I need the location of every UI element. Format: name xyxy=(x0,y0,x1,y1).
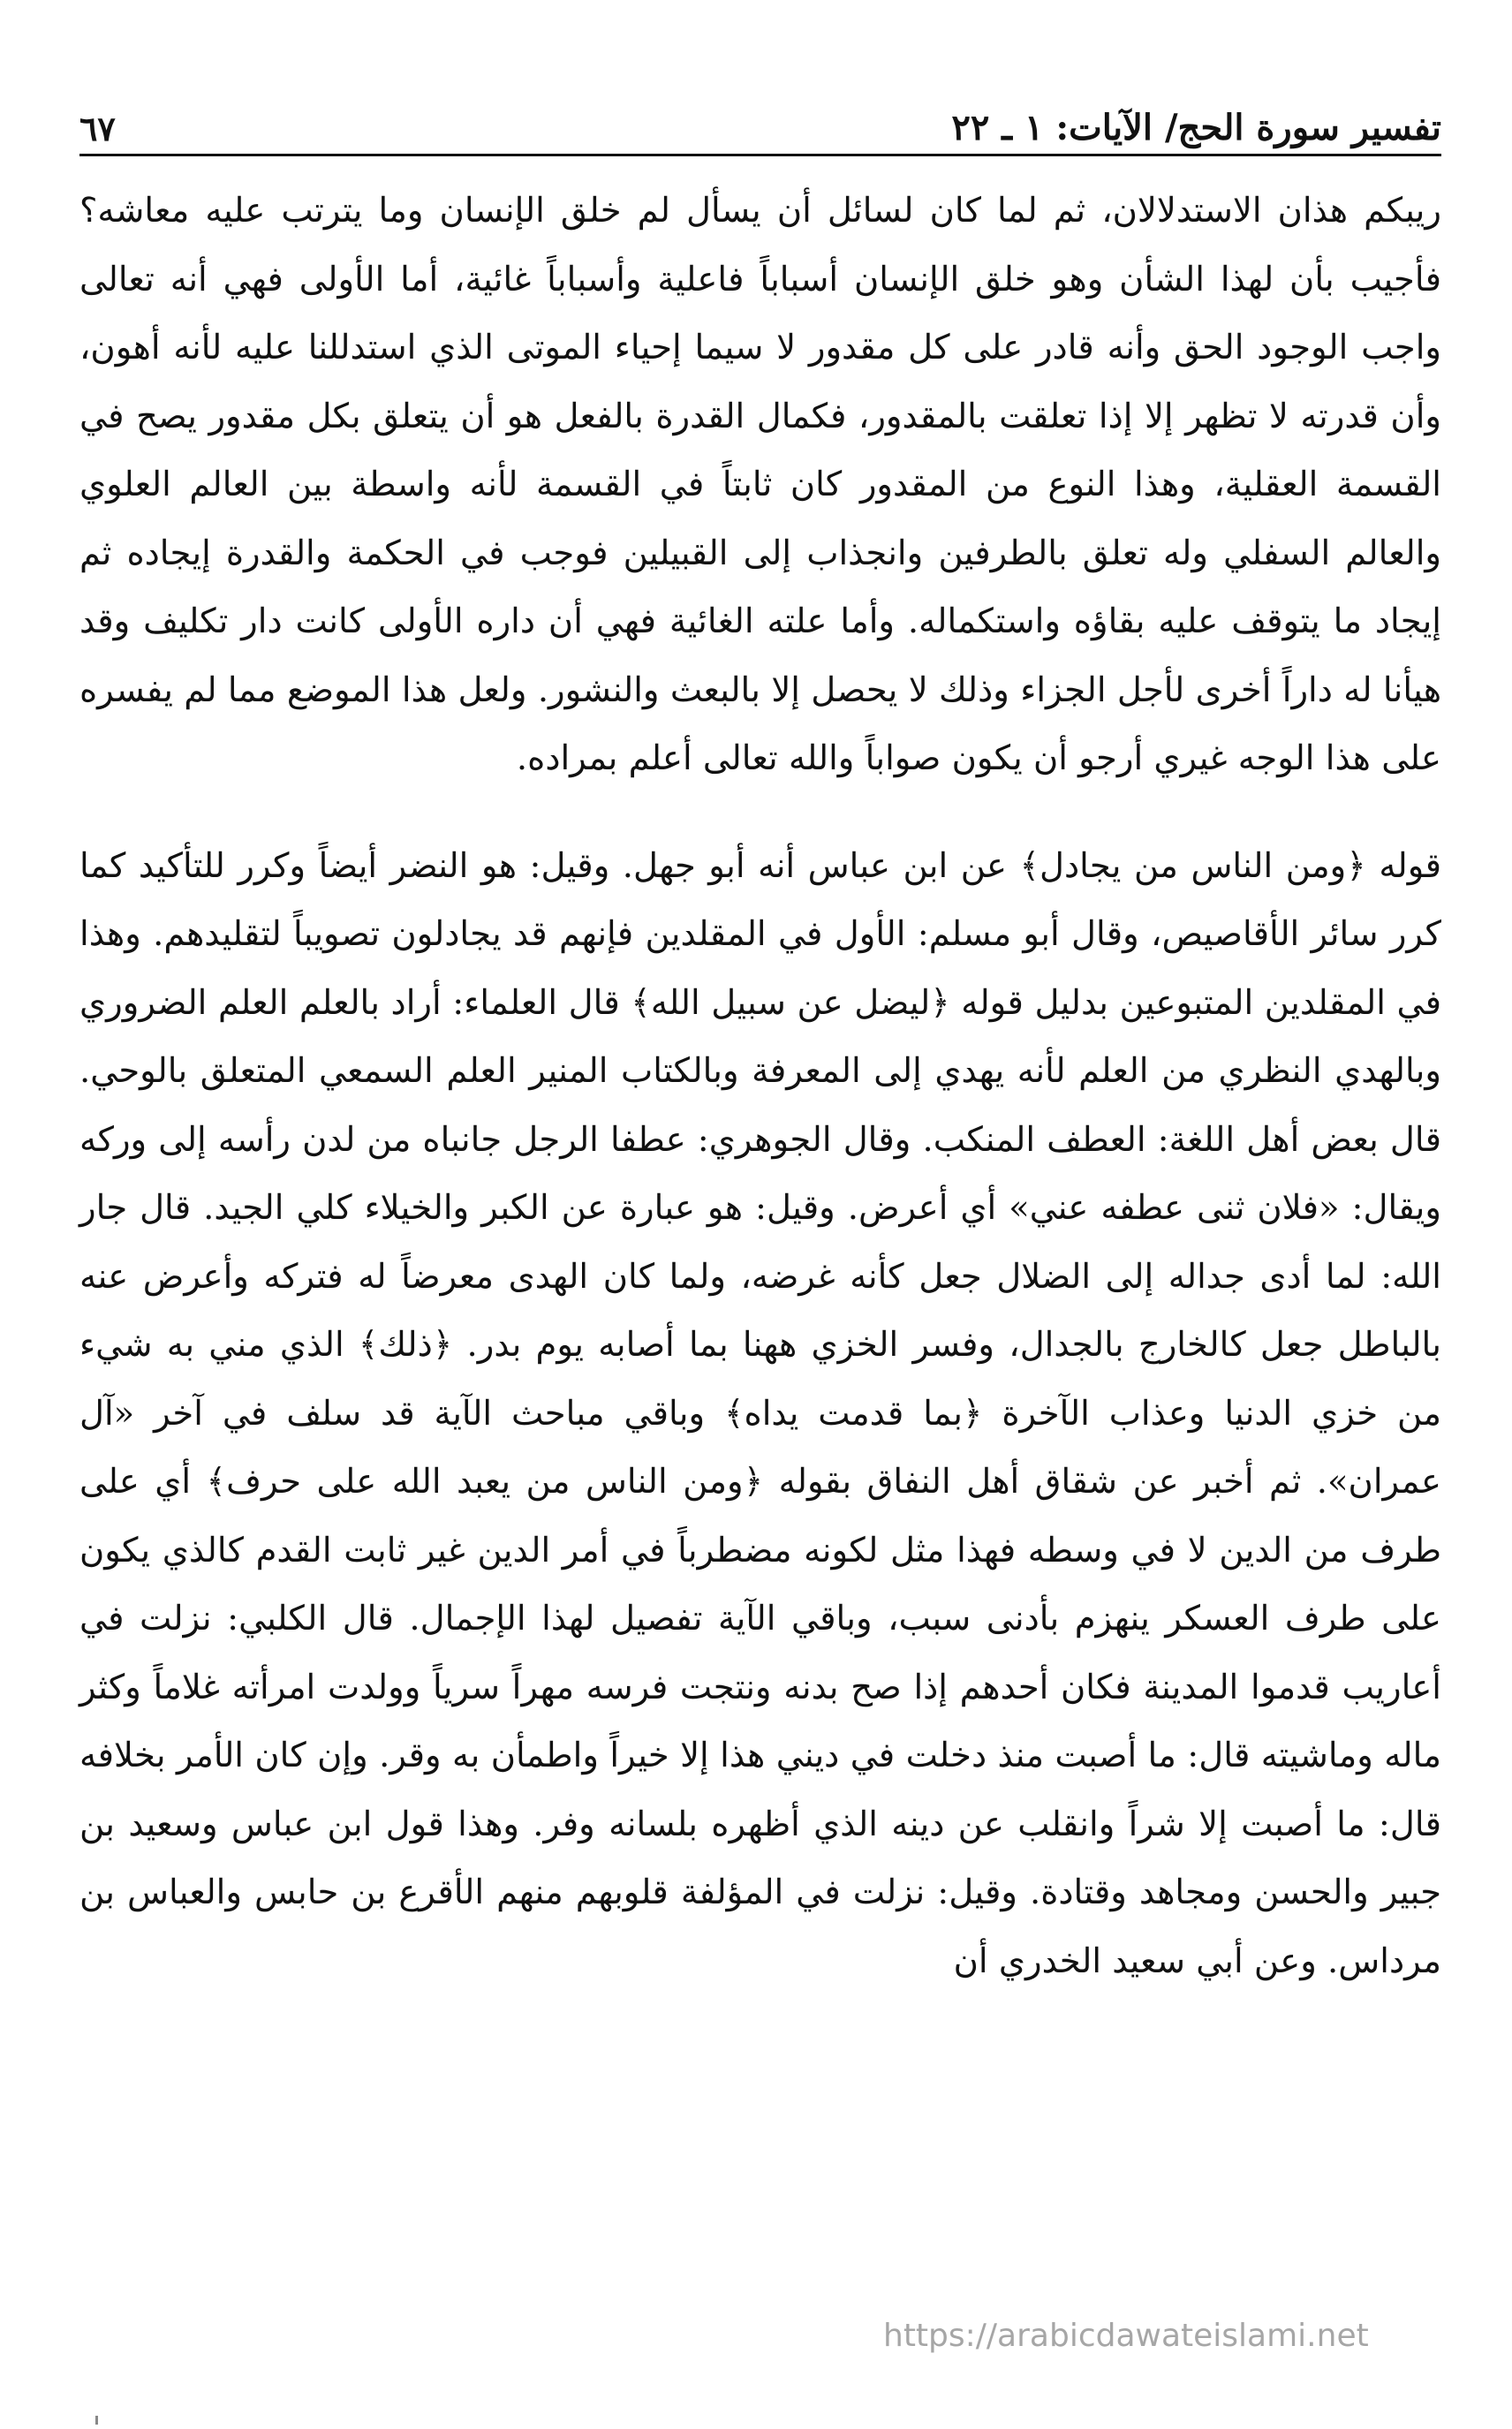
watermark-url: https://arabicdawateislami.net xyxy=(883,2318,1369,2354)
paragraph-2: قوله ﴿ومن الناس من يجادل﴾ عن ابن عباس أنه أبو جهل. وقيل: هو النضر أيضاً وكرر للتأكيد كما كرر سائر الأقاصيص، وقال أبو مسلم: الأول في المقلدين فإنهم قد يجادلون تصويباً لتقليدهم. وهذا في المقلدين المتبوعين بدليل قوله ﴿ليضل عن سبيل الله﴾ قال العلماء: أراد بالعلم العلم الضروري وبالهدي النظري من العلم لأنه يهدي إلى المعرفة وبالكتاب المنير العلم السمعي المتعلق بالوحي. قال بعض أهل اللغة: العطف المنكب. وقال الجوهري: عطفا الرجل جانباه من لدن رأسه إلى وركه ويقال: «فلان ثنى عطفه عني» أي أعرض. وقيل: هو عبارة عن الكبر والخيلاء كلي الجيد. قال جار الله: لما أدى جداله إلى الضلال جعل كأنه غرضه، ولما كان الهدى معرضاً له فتركه وأعرض عنه بالباطل جعل كالخارج بالجدال، وفسر الخزي ههنا بما أصابه يوم بدر. ﴿ذلك﴾ الذي مني به شيء من خزي الدنيا وعذاب الآخرة ﴿بما قدمت يداه﴾ وباقي مباحث الآية قد سلف في آخر «آل عمران». ثم أخبر عن شقاق أهل النفاق بقوله ﴿ومن الناس من يعبد الله على حرف﴾ أي على طرف من الدين لا في وسطه فهذا مثل لكونه مضطرباً في أمر الدين غير ثابت القدم كالذي يكون على طرف العسكر ينهزم بأدنى سبب، وباقي الآية تفصيل لهذا الإجمال. قال الكلبي: نزلت في أعاريب قدموا المدينة فكان أحدهم إذا صح بدنه ونتجت فرسه مهراً سرياً وولدت امرأته غلاماً وكثر ماله وماشيته قال: ما أصبت منذ دخلت في ديني هذا إلا خيراً واطمأن به وقر. وإن كان الأمر بخلافه قال: ما أصبت إلا شراً وانقلب عن دينه الذي أظهره بلسانه وفر. وهذا قول ابن عباس وسعيد بن جبير والحسن ومجاهد وقتادة. وقيل: نزلت في المؤلفة قلوبهم منهم الأقرع بن حابس والعباس بن مرداس. وعن أبي سعيد الخدري أن xyxy=(79,845,1441,1981)
scan-mark xyxy=(95,2416,98,2425)
paragraph-1: ريبكم هذان الاستدلالان، ثم لما كان لسائل أن يسأل لم خلق الإنسان وما يترتب عليه معاشه؟ فأجيب بأن لهذا الشأن وهو خلق الإنسان أسباباً فاعلية وأسباباً غائية، أما الأولى فهي أنه تعالى واجب الوجود الحق وأنه قادر على كل مقدور لا سيما إحياء الموتى الذي استدللنا عليه لأنه أهون، وأن قدرته لا تظهر إلا إذا تعلقت بالمقدور، فكمال القدرة بالفعل هو أن يتعلق بكل مقدور يصح في القسمة العقلية، وهذا النوع من المقدور كان ثابتاً في القسمة لأنه واسطة بين العالم العلوي والعالم السفلي وله تعلق بالطرفين وانجذاب إلى القبيلين فوجب في الحكمة والقدرة إيجاده ثم إيجاد ما يتوقف عليه بقاؤه واستكماله. وأما علته الغائية فهي أن داره الأولى كانت دار تكليف وقد هيأنا له داراً أخرى لأجل الجزاء وذلك لا يحصل إلا بالبعث والنشور. ولعل هذا الموضع مما لم يفسره على هذا الوجه غيري أرجو أن يكون صواباً والله تعالى أعلم بمراده. xyxy=(79,191,1441,778)
running-title: تفسير سورة الحج/ الآيات: ١ ـ ٢٢ xyxy=(951,107,1441,148)
page-header xyxy=(79,95,1441,156)
page-number: ٦٧ xyxy=(79,109,116,148)
body-text xyxy=(79,177,1441,1995)
